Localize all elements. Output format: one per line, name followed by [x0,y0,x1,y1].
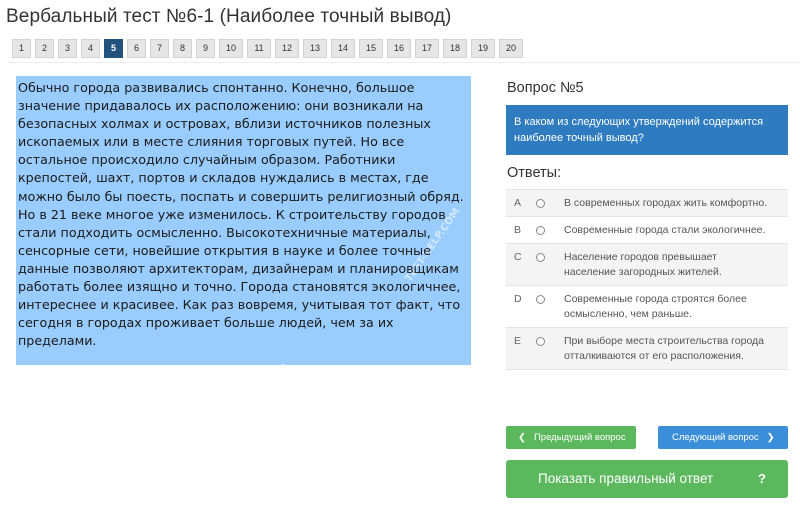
answer-letter: C [514,251,522,263]
watermark: TEST-HELP.COM [403,206,463,285]
page-button-7[interactable]: 7 [150,39,169,58]
answer-text: Население городов превышает население загородных жителей. [564,251,722,278]
passage-text [16,76,476,447]
answer-option-e[interactable] [506,328,788,370]
passage-line: остальное происходило случайным образом. Работники [18,152,396,168]
page-button-3[interactable]: 3 [58,39,77,58]
passage-line: работать более изящно и точно. Города становятся экологичнее, [18,279,461,295]
page-button-13[interactable]: 13 [303,39,327,58]
page-button-14[interactable]: 14 [331,39,355,58]
next-question-button[interactable] [658,426,788,449]
passage-line: пределами. [18,333,97,349]
answer-letter: B [514,224,522,236]
page-button-16[interactable]: 16 [387,39,411,58]
page-button-4[interactable]: 4 [81,39,100,58]
previous-question-button[interactable] [506,426,636,449]
page-button-12[interactable]: 12 [275,39,299,58]
answer-option-c[interactable] [506,244,788,286]
page-button-11[interactable]: 11 [247,39,271,58]
question-pager [12,39,523,58]
page-button-17[interactable]: 17 [415,39,439,58]
answer-letter: D [514,293,522,305]
radio-button[interactable] [536,295,545,304]
watermark: TEST-HELP.COM [416,366,476,445]
page-button-15[interactable]: 15 [359,39,383,58]
passage-line: Но в 21 веке многое уже изменилось. К строительству городов [18,206,446,222]
next-question-label: Следующий вопрос [672,432,759,443]
page-button-1[interactable]: 1 [12,39,31,58]
page-button-5[interactable]: 5 [104,39,123,58]
page-button-19[interactable]: 19 [471,39,495,58]
page-button-8[interactable]: 8 [173,39,192,58]
passage-line: можно было бы поесть, поспать и совершить религиозный обряд. [18,188,464,204]
passage-line: интереснее и красивее. Как раз вовремя, учитывая тот факт, что [18,297,461,313]
page-button-2[interactable]: 2 [35,39,54,58]
watermark: TEST-HELP.COM [48,368,108,447]
answer-option-a[interactable] [506,190,788,217]
passage-line: сенсорные сети, новейшие открытия в науке и более точные [18,242,431,258]
passage-line: Обычно города развивались спонтанно. Конечно, большое [18,80,415,95]
page-title: Вербальный тест №6-1 (Наиболее точный вывод) [6,6,452,27]
answer-option-b[interactable] [506,217,788,244]
passage-line: крепостей, шахт, портов и складов нуждались в местах, где [18,170,429,186]
radio-button[interactable] [536,199,545,208]
answer-text: При выборе места строительства города отталкиваются от его расположения. [564,335,765,362]
show-answer-button[interactable] [506,460,788,498]
page-button-10[interactable]: 10 [219,39,243,58]
chevron-left-icon: ❮ [518,432,526,443]
answer-letter: E [514,335,522,347]
passage-line: значение придавалось их расположению: они возникали на [18,98,424,114]
passage-line: стали подходить осмысленно. Высокотехничные материалы, [18,224,431,240]
radio-button[interactable] [536,337,545,346]
previous-question-label: Предыдущий вопрос [533,432,626,443]
passage-line: данные позволяют архитекторам, дизайнерам и планировщикам [18,260,459,276]
page-button-18[interactable]: 18 [443,39,467,58]
chevron-right-icon: ❯ [766,432,775,443]
watermark: TEST-HELP.COM [232,362,292,441]
answer-option-d[interactable] [506,286,788,328]
page-button-9[interactable]: 9 [196,39,215,58]
answers-list [506,189,788,370]
answer-letter: A [514,197,522,209]
show-answer-label: Показать правильный ответ [538,471,714,486]
passage-line: ископаемых или в месте слияния торговых путей. Но все [18,134,405,150]
radio-button[interactable] [536,226,545,235]
passage-line: безопасных холмах и островах, вблизи источников полезных [18,116,431,132]
question-mark-icon: ? [758,471,766,486]
divider [8,62,800,63]
answer-text: Современные города стали экологичнее. [564,224,766,236]
answers-heading: Ответы: [507,165,562,181]
page-button-6[interactable]: 6 [127,39,146,58]
page-button-20[interactable]: 20 [499,39,523,58]
radio-button[interactable] [536,253,545,262]
answer-text: Современные города строятся более осмысленно, чем раньше. [564,293,747,320]
passage-line: сегодня в городах проживает больше людей, чем за их [18,315,394,331]
answer-text: В современных городах жить комфортно. [564,197,768,209]
question-number: Вопрос №5 [507,80,584,96]
question-text: В каком из следующих утверждений содержится наиболее точный вывод? [506,105,788,155]
